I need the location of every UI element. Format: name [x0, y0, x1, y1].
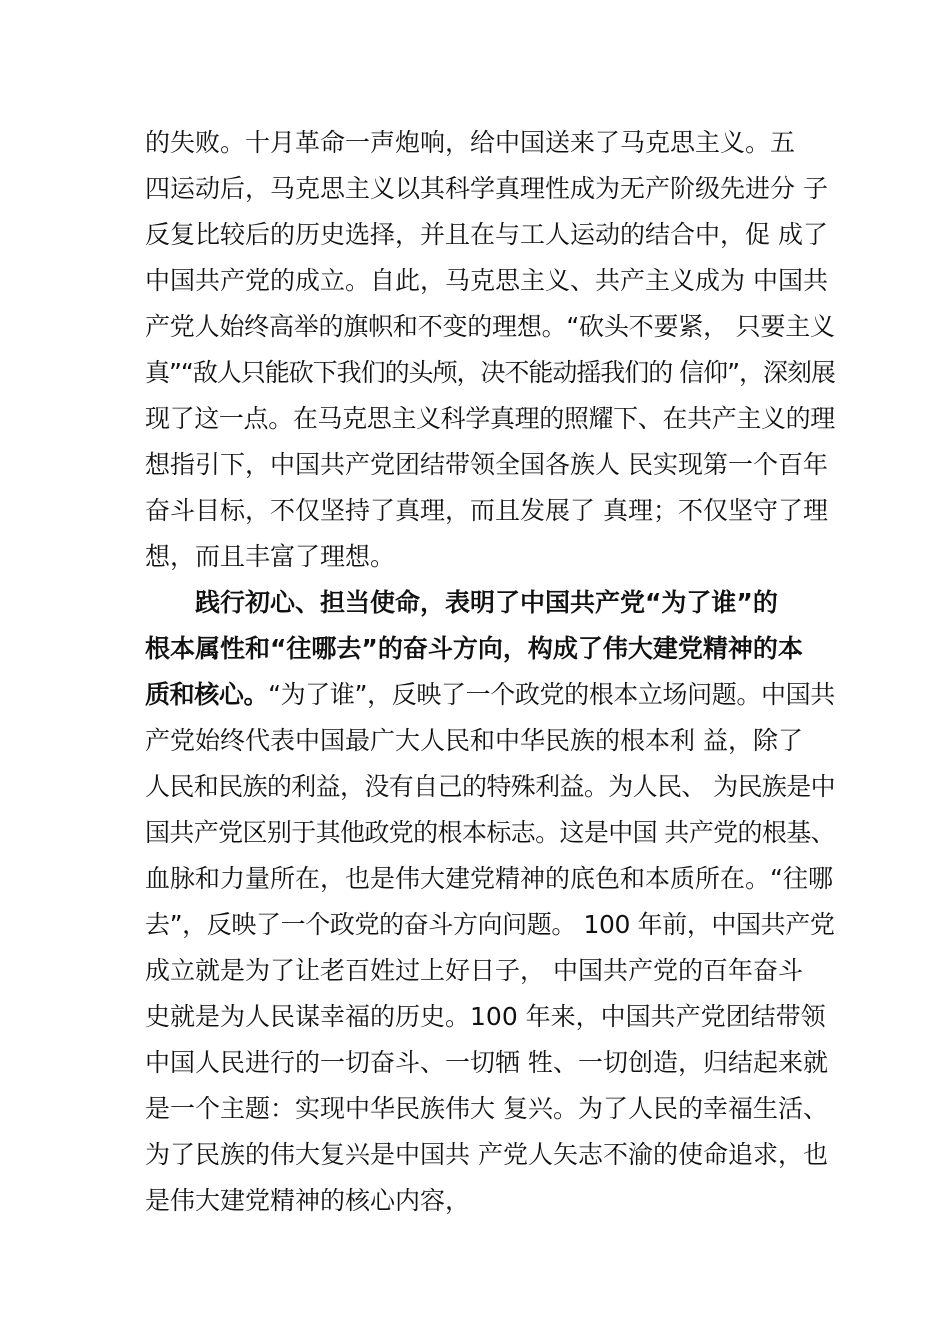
- text-segment: 真”“敌人只能砍下我们的头颅，决不能动摇我们的 信仰”，深刻展: [145, 358, 835, 387]
- text-line: [145, 948, 835, 994]
- text-segment: 想，而且丰富了理想。: [145, 542, 396, 571]
- text-segment: 国共产党区别于其他政党的根本标志。这是中国 共产党的根基、: [145, 818, 835, 847]
- text-line: [145, 764, 835, 810]
- text-line: [145, 672, 835, 718]
- text-line: [145, 902, 835, 948]
- bold-text-segment: 根本属性和“往哪去”的奋斗方向，构成了伟大建党精神的本: [145, 634, 803, 663]
- text-line: [145, 396, 835, 442]
- text-segment: 的失败。十月革命一声炮响，给中国送来了马克思主义。五: [145, 128, 796, 157]
- text-segment: 成立就是为了让老百姓过上好日子， 中国共产党的百年奋斗: [145, 956, 803, 985]
- text-line: [145, 534, 835, 580]
- text-segment: 产党始终代表中国最广大人民和中华民族的根本利 益，除了: [145, 726, 803, 755]
- text-line: [145, 212, 835, 258]
- bold-text-segment: 践行初心、担当使命，表明了中国共产党“为了谁”的: [195, 588, 778, 617]
- text-line: [145, 626, 835, 672]
- text-segment: 去”，反映了一个政党的奋斗方向问题。 100 年前，中国共产党: [145, 910, 835, 939]
- text-line: [145, 350, 835, 396]
- text-segment: 人民和民族的利益，没有自己的特殊利益。为人民、 为民族是中: [145, 772, 835, 801]
- text-segment: 想指引下，中国共产党团结带领全国各族人 民实现第一个百年: [145, 450, 828, 479]
- text-line: [145, 810, 835, 856]
- text-segment: 是一个主题：实现中华民族伟大 复兴。为了人民的幸福生活、: [145, 1094, 828, 1123]
- text-segment: 反复比较后的历史选择，并且在与工人运动的结合中，促 成了: [145, 220, 828, 249]
- text-line: [145, 1132, 835, 1178]
- text-line: [145, 304, 835, 350]
- body-text: [145, 120, 835, 1224]
- text-segment: “为了谁”，反映了一个政党的根本立场问题。中国共: [268, 680, 835, 709]
- text-segment: 奋斗目标，不仅坚持了真理，而且发展了 真理；不仅坚守了理: [145, 496, 828, 525]
- text-line: [145, 258, 835, 304]
- text-segment: 血脉和力量所在，也是伟大建党精神的底色和本质所在。“往哪: [145, 864, 833, 893]
- text-line: [145, 1086, 835, 1132]
- text-segment: 现了这一点。在马克思主义科学真理的照耀下、在共产主义的理: [145, 404, 835, 433]
- text-line: [145, 994, 835, 1040]
- text-segment: 四运动后，马克思主义以其科学真理性成为无产阶级先进分 子: [145, 174, 828, 203]
- text-segment: 中国人民进行的一切奋斗、一切牺 牲、一切创造，归结起来就: [145, 1048, 828, 1077]
- text-line: [145, 718, 835, 764]
- text-line: [145, 1040, 835, 1086]
- text-segment: 史就是为人民谋幸福的历史。100 年来，中国共产党团结带领: [145, 1002, 826, 1031]
- text-segment: 中国共产党的成立。自此，马克思主义、共产主义成为 中国共: [145, 266, 828, 295]
- text-line: [145, 442, 835, 488]
- text-segment: 是伟大建党精神的核心内容，: [145, 1186, 471, 1215]
- text-segment: 产党人始终高举的旗帜和不变的理想。“砍头不要紧， 只要主义: [145, 312, 835, 341]
- text-line: [145, 580, 835, 626]
- text-line: [145, 856, 835, 902]
- text-line: [145, 488, 835, 534]
- text-line: [145, 1178, 835, 1224]
- text-line: [145, 166, 835, 212]
- text-segment: 为了民族的伟大复兴是中国共 产党人矢志不渝的使命追求，也: [145, 1140, 828, 1169]
- text-line: [145, 120, 835, 166]
- bold-text-segment: 质和核心。: [145, 680, 269, 709]
